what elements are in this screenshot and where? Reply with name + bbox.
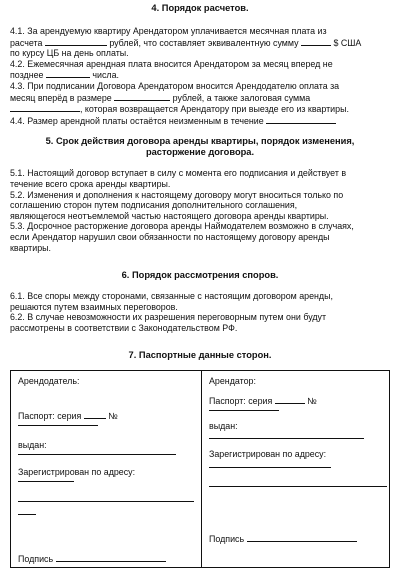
section-5-title-line1: 5. Срок действия договора аренды квартиры, порядок изменения, — [45, 136, 355, 147]
clause-5-3-line3: квартиры. — [10, 242, 51, 253]
landlord-passport-number-label: № — [108, 411, 118, 422]
clause-4-2-label-b: числа. — [92, 70, 120, 81]
landlord-signature-row — [18, 553, 166, 565]
tenant-signature-label: Подпись — [209, 534, 245, 545]
tenant-address-field-2[interactable] — [209, 486, 387, 487]
clause-5-1-line2: течение всего срока аренды квартиры. — [10, 178, 171, 189]
clause-4-1-label-b: рублей, что составляет эквивалентную сумму — [109, 37, 299, 48]
deposit-amount-blank[interactable] — [10, 103, 80, 112]
rent-fixed-period-blank[interactable] — [266, 115, 336, 124]
landlord-registered-label: Зарегистрирован по адресу: — [18, 467, 136, 478]
tenant-signature-row — [209, 533, 357, 545]
tenant-registered-label: Зарегистрирован по адресу: — [209, 449, 327, 460]
landlord-signature-field[interactable] — [56, 553, 166, 562]
tenant-passport-number-label: № — [307, 396, 317, 407]
landlord-label: Арендодатель: — [18, 376, 80, 387]
clause-6-1-line2: решаются путем взаимных переговоров. — [10, 301, 178, 312]
passport-table — [10, 370, 390, 568]
clause-4-3-label-b: рублей, а также залоговая сумма — [172, 92, 311, 103]
section-5-title-line2: расторжение договора. — [145, 147, 255, 158]
tenant-column — [201, 371, 394, 567]
clause-4-1 — [10, 26, 390, 59]
landlord-signature-label: Подпись — [18, 554, 54, 565]
landlord-address-field-1[interactable] — [18, 481, 74, 482]
clause-5-2-line1: 5.2. Изменения и дополнения к настоящему договору могут вноситься только по — [10, 189, 344, 200]
clause-4-2 — [10, 59, 390, 81]
clause-6-1-line1: 6.1. Все споры между сторонами, связанные с настоящим договором аренды, — [10, 291, 333, 302]
tenant-passport-series-label: Паспорт: серия — [209, 396, 273, 407]
clause-5-2-line3: являющегося неотъемлемой частью настоящего договора аренды квартиры. — [10, 210, 329, 221]
clause-5-3 — [10, 221, 390, 253]
clause-4-2-line1: 4.2. Ежемесячная арендная плата вносится Арендатором за месяц вперед не — [10, 58, 333, 69]
tenant-label: Арендатор: — [209, 376, 256, 387]
clause-4-1-line3: по курсу ЦБ на день оплаты. — [10, 48, 129, 59]
clause-5-1-line1: 5.1. Настоящий договор вступает в силу с момента его подписания и действует в — [10, 168, 347, 179]
section-4-title: 4. Порядок расчетов. — [151, 3, 249, 13]
usd-amount-blank[interactable] — [301, 37, 331, 46]
landlord-passport-series-field[interactable] — [84, 410, 106, 419]
landlord-passport-series-label: Паспорт: серия — [18, 411, 82, 422]
landlord-address-field-3[interactable] — [18, 514, 36, 515]
clause-4-3 — [10, 81, 390, 115]
landlord-address-field-2[interactable] — [18, 501, 194, 502]
landlord-passport-row — [18, 410, 194, 422]
section-7-title: 7. Паспортные данные сторон. — [128, 350, 272, 361]
clause-4-1-label-a: расчета — [10, 37, 43, 48]
tenant-address-field-1[interactable] — [209, 467, 331, 468]
clause-4-3-line3: , которая возвращается Арендатору при выезде его из квартиры. — [80, 104, 349, 115]
advance-amount-blank[interactable] — [114, 92, 170, 101]
clause-4-2-label-a: позднее — [10, 70, 44, 81]
landlord-column — [11, 371, 201, 567]
clause-4-1-label-c: $ США — [333, 37, 362, 48]
clause-4-4 — [10, 115, 390, 127]
clause-6-2 — [10, 312, 390, 333]
tenant-signature-field[interactable] — [247, 533, 357, 542]
clause-6-2-line1: 6.2. В случае невозможности их разрешения переговорным путем они будут — [10, 312, 327, 323]
section-6-title: 6. Порядок рассмотрения споров. — [121, 270, 279, 281]
clause-4-3-label-a: месяц вперёд в размере — [10, 92, 112, 103]
tenant-passport-series-field[interactable] — [275, 395, 305, 404]
clause-4-3-line1: 4.3. При подписании Договора Арендатором вносится Арендодателю оплата за — [10, 80, 340, 91]
payment-day-blank[interactable] — [46, 69, 90, 78]
section-5-title — [10, 136, 390, 158]
clause-6-2-line2: рассмотрены в соответствии с Законодательством РФ. — [10, 322, 238, 333]
clause-4-4-line1: 4.4. Размер арендной платы остаётся неизменным в течение — [10, 115, 264, 126]
clause-5-1 — [10, 168, 390, 189]
clause-4-1-line1: 4.1. За арендуемую квартиру Арендатором уплачивается месячная плата из — [10, 26, 327, 36]
tenant-issued-label: выдан: — [209, 421, 238, 432]
clause-5-2 — [10, 190, 390, 222]
rent-amount-blank[interactable] — [45, 37, 107, 46]
clause-6-1 — [10, 291, 390, 312]
tenant-passport-row — [209, 395, 387, 407]
clause-5-3-line2: если Арендатор нарушил свои обязанности по настоящему договору аренды — [10, 231, 330, 242]
landlord-issued-label: выдан: — [18, 440, 47, 451]
clause-5-2-line2: соглашению сторон путем подписания дополнительного соглашения, — [10, 200, 298, 211]
clause-5-3-line1: 5.3. Досрочное расторжение договора аренды Наймодателем возможно в случаях, — [10, 221, 354, 232]
